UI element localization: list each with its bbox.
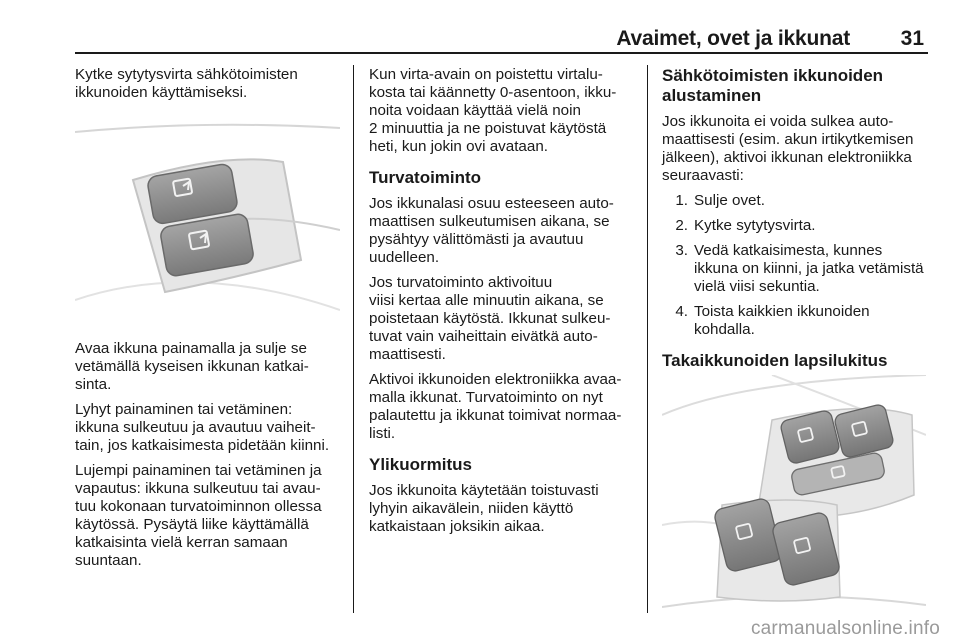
list-item: 3. Vedä katkaisimesta, kunnes ikkuna on kiinni, ja jatka vetämistä vielä viisi sekuntia. <box>675 242 924 295</box>
middle-column <box>369 66 641 543</box>
right-intro: Jos ikkunoita ei voida sulkea auto- maattisesti (esim. akun irtikytkemisen jälkeen), aktivoi ikkunan elektroniikka seuraavasti: <box>662 113 914 184</box>
column-divider-left <box>353 65 354 613</box>
window-switch-figure <box>75 110 340 330</box>
paragraph: Lujempi painaminen tai vetäminen ja vapautus: ikkuna sulkeutuu tai avau- tuu kokonaan turvatoiminnon ollessa käytössä. Pysäytä liike käyttämällä katkaisinta vielä kerran samaan suuntaan. <box>75 462 322 569</box>
column-divider-right <box>647 65 648 613</box>
list-item: 2. Kytke sytytysvirta. <box>675 217 816 234</box>
section-heading-alustaminen: Sähkötoimisten ikkunoiden alustaminen <box>662 66 884 105</box>
page-number: 31 <box>900 27 924 50</box>
list-item: 4. Toista kaikkien ikkunoiden kohdalla. <box>675 303 870 338</box>
section-heading-lapsilukitus: Takaikkunoiden lapsilukitus <box>662 351 888 370</box>
list-item: 1. Sulje ovet. <box>675 192 765 209</box>
child-lock-figure <box>662 375 926 613</box>
paragraph: Lyhyt painaminen tai vetäminen: ikkuna sulkeutuu ja avautuu vaiheit- tain, jos katkaisimesta pidetään kiinni. <box>75 401 330 454</box>
middle-intro: Kun virta-avain on poistettu virtalu- kosta tai käännetty 0-asentoon, ikku- noita voidaan käyttää vielä noin 2 minuuttia ja ne poistuvat käytöstä heti, kun jokin ovi avataan. <box>369 66 617 155</box>
section-heading-turvatoiminto: Turvatoiminto <box>369 168 482 187</box>
paragraph: Jos ikkunoita käytetään toistuvasti lyhyin aikavälein, niiden käyttö katkaistaan joksikin aikaa. <box>369 482 599 535</box>
header-rule <box>75 52 928 54</box>
header-title: Avaimet, ovet ja ikkunat <box>616 27 850 50</box>
child-lock-illustration <box>662 375 926 613</box>
paragraph: Aktivoi ikkunoiden elektroniikka avaa- malla ikkunat. Turvatoiminto on nyt palautettu ja ikkunat toimivat normaa- listi. <box>369 371 622 442</box>
right-column <box>662 66 934 378</box>
section-heading-ylikuormitus: Ylikuormitus <box>369 455 472 474</box>
left-column <box>75 66 347 109</box>
steps-list <box>662 192 934 339</box>
left-intro: Kytke sytytysvirta sähkötoimisten ikkunoiden käyttämiseksi. <box>75 66 298 101</box>
paragraph: Jos ikkunalasi osuu esteeseen auto- maattisen sulkeutumisen aikana, se pysähtyy välittömästi ja avautuu uudelleen. <box>369 195 614 266</box>
left-column-body <box>75 340 347 577</box>
paragraph: Jos turvatoiminto aktivoituu viisi kertaa alle minuutin aikana, se poistetaan käytöstä. Ikkunat sulkeu- tuvat vain vaiheittain eivätkä auto- maattisesti. <box>369 274 611 363</box>
window-switch-illustration <box>75 110 340 330</box>
watermark: carmanualsonline.info <box>750 618 940 639</box>
paragraph: Avaa ikkuna painamalla ja sulje se vetämällä kyseisen ikkunan katkai- sinta. <box>75 340 309 393</box>
